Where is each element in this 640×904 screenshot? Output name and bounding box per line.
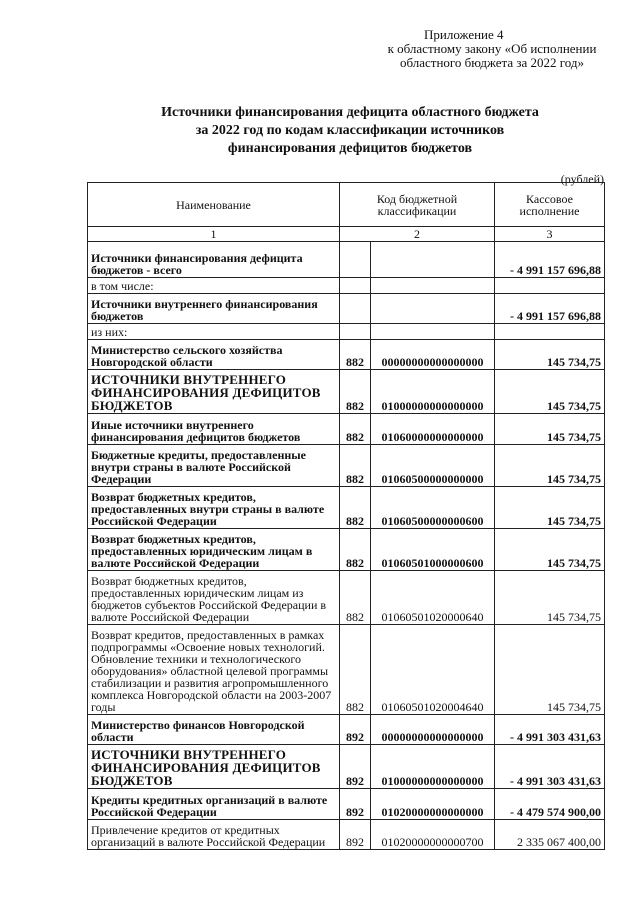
row-name: Бюджетные кредиты, предоставленные внутри страны в валюте Российской Федерации xyxy=(88,445,340,487)
row-name: Министерство финансов Новгородской области xyxy=(88,715,340,745)
row-amount: - 4 991 157 696,88 xyxy=(495,294,605,324)
row-name: Источники внутреннего финансирования бюджетов xyxy=(88,294,340,324)
row-admin-code: 892 xyxy=(340,745,371,789)
row-amount: 145 734,75 xyxy=(495,340,605,370)
table-header-row xyxy=(88,183,605,227)
row-name: Кредиты кредитных организаций в валюте Российской Федерации xyxy=(88,789,340,820)
row-admin-code: 882 xyxy=(340,625,371,715)
row-amount: 145 734,75 xyxy=(495,571,605,625)
row-classification-code: 01060500000000600 xyxy=(371,487,495,529)
row-name: Возврат бюджетных кредитов, предоставленных юридическим лицам из бюджетов субъектов Российской Федерации в валюте Российской Федерации xyxy=(88,571,340,625)
row-amount: - 4 991 157 696,88 xyxy=(495,242,605,278)
row-name: ИСТОЧНИКИ ВНУТРЕННЕГО ФИНАНСИРОВАНИЯ ДЕФИЦИТОВ БЮДЖЕТОВ xyxy=(88,370,340,414)
table-row xyxy=(88,324,605,340)
row-admin-code: 892 xyxy=(340,715,371,745)
row-classification-code: 01060000000000000 xyxy=(371,414,495,445)
row-name: в том числе: xyxy=(88,278,340,294)
table-row xyxy=(88,294,605,324)
row-amount xyxy=(495,278,605,294)
row-classification-code: 01060501000000600 xyxy=(371,529,495,571)
table-row xyxy=(88,278,605,294)
row-classification-code: 01060501020000640 xyxy=(371,571,495,625)
table-row xyxy=(88,487,605,529)
row-classification-code: 00000000000000000 xyxy=(371,715,495,745)
column-number-row xyxy=(88,227,605,242)
appendix-line-3: областного бюджета за 2022 год» xyxy=(399,55,585,70)
row-admin-code: 882 xyxy=(340,529,371,571)
document-title xyxy=(100,104,600,158)
row-admin-code: 882 xyxy=(340,370,371,414)
row-classification-code: 01020000000000700 xyxy=(371,820,495,850)
table-row xyxy=(88,571,605,625)
row-name: Иные источники внутреннего финансирования дефицитов бюджетов xyxy=(88,414,340,445)
appendix-line-2: к областному закону «Об исполнении xyxy=(387,41,597,56)
table-row xyxy=(88,625,605,715)
table-row xyxy=(88,529,605,571)
row-name: Возврат бюджетных кредитов, предоставленных юридическим лицам в валюте Российской Федерации xyxy=(88,529,340,571)
row-admin-code: 882 xyxy=(340,414,371,445)
table-row xyxy=(88,370,605,414)
column-number-1: 1 xyxy=(88,227,340,242)
row-name: Источники финансирования дефицита бюджетов - всего xyxy=(88,242,340,278)
row-amount: 2 335 067 400,00 xyxy=(495,820,605,850)
row-name: Возврат кредитов, предоставленных в рамках подпрограммы «Освоение новых технологий. Обновление техники и технологического оборудования» областной целевой программы стабилизации и развития агропромышленного комплекса Новгородской области на 2003-2007 годы xyxy=(88,625,340,715)
row-classification-code: 01020000000000000 xyxy=(371,789,495,820)
table-row xyxy=(88,414,605,445)
title-line-2: за 2022 год по кодам классификации источников xyxy=(195,123,505,138)
row-admin-code xyxy=(340,278,371,294)
row-classification-code xyxy=(371,324,495,340)
table-row xyxy=(88,745,605,789)
row-amount: 145 734,75 xyxy=(495,487,605,529)
row-amount: 145 734,75 xyxy=(495,529,605,571)
row-amount xyxy=(495,324,605,340)
column-number-3: 3 xyxy=(495,227,605,242)
row-classification-code xyxy=(371,278,495,294)
appendix-line-1: Приложение 4 xyxy=(424,27,504,42)
row-amount: 145 734,75 xyxy=(495,445,605,487)
title-line-1: Источники финансирования дефицита областного бюджета xyxy=(161,105,539,120)
row-admin-code: 892 xyxy=(340,789,371,820)
row-classification-code: 01000000000000000 xyxy=(371,370,495,414)
row-admin-code xyxy=(340,242,371,278)
header-amount: Кассовое исполнение xyxy=(495,183,605,227)
row-admin-code: 882 xyxy=(340,445,371,487)
row-amount: 145 734,75 xyxy=(495,625,605,715)
row-amount: - 4 991 303 431,63 xyxy=(495,745,605,789)
table-row xyxy=(88,242,605,278)
column-number-2: 2 xyxy=(340,227,495,242)
title-line-3: финансирования дефицитов бюджетов xyxy=(227,141,473,156)
row-classification-code xyxy=(371,294,495,324)
row-amount: - 4 991 303 431,63 xyxy=(495,715,605,745)
row-name: Министерство сельского хозяйства Новгородской области xyxy=(88,340,340,370)
row-classification-code xyxy=(371,242,495,278)
row-admin-code xyxy=(340,324,371,340)
row-admin-code: 882 xyxy=(340,571,371,625)
table-row xyxy=(88,820,605,850)
table-row xyxy=(88,445,605,487)
row-amount: - 4 479 574 900,00 xyxy=(495,789,605,820)
appendix-note xyxy=(362,28,622,70)
row-name: из них: xyxy=(88,324,340,340)
row-classification-code: 01000000000000000 xyxy=(371,745,495,789)
row-classification-code: 00000000000000000 xyxy=(371,340,495,370)
header-code: Код бюджетной классификации xyxy=(340,183,495,227)
row-classification-code: 01060500000000000 xyxy=(371,445,495,487)
table-row xyxy=(88,789,605,820)
row-admin-code: 882 xyxy=(340,340,371,370)
row-admin-code: 892 xyxy=(340,820,371,850)
row-name: Привлечение кредитов от кредитных организаций в валюте Российской Федерации xyxy=(88,820,340,850)
row-amount: 145 734,75 xyxy=(495,414,605,445)
table-row xyxy=(88,715,605,745)
row-name: ИСТОЧНИКИ ВНУТРЕННЕГО ФИНАНСИРОВАНИЯ ДЕФИЦИТОВ БЮДЖЕТОВ xyxy=(88,745,340,789)
row-amount: 145 734,75 xyxy=(495,370,605,414)
financing-sources-table xyxy=(87,182,605,850)
row-admin-code: 882 xyxy=(340,487,371,529)
table-row xyxy=(88,340,605,370)
row-name: Возврат бюджетных кредитов, предоставленных внутри страны в валюте Российской Федерации xyxy=(88,487,340,529)
header-name: Наименование xyxy=(88,183,340,227)
units-label: (рублей) xyxy=(560,172,604,186)
row-admin-code xyxy=(340,294,371,324)
row-classification-code: 01060501020004640 xyxy=(371,625,495,715)
